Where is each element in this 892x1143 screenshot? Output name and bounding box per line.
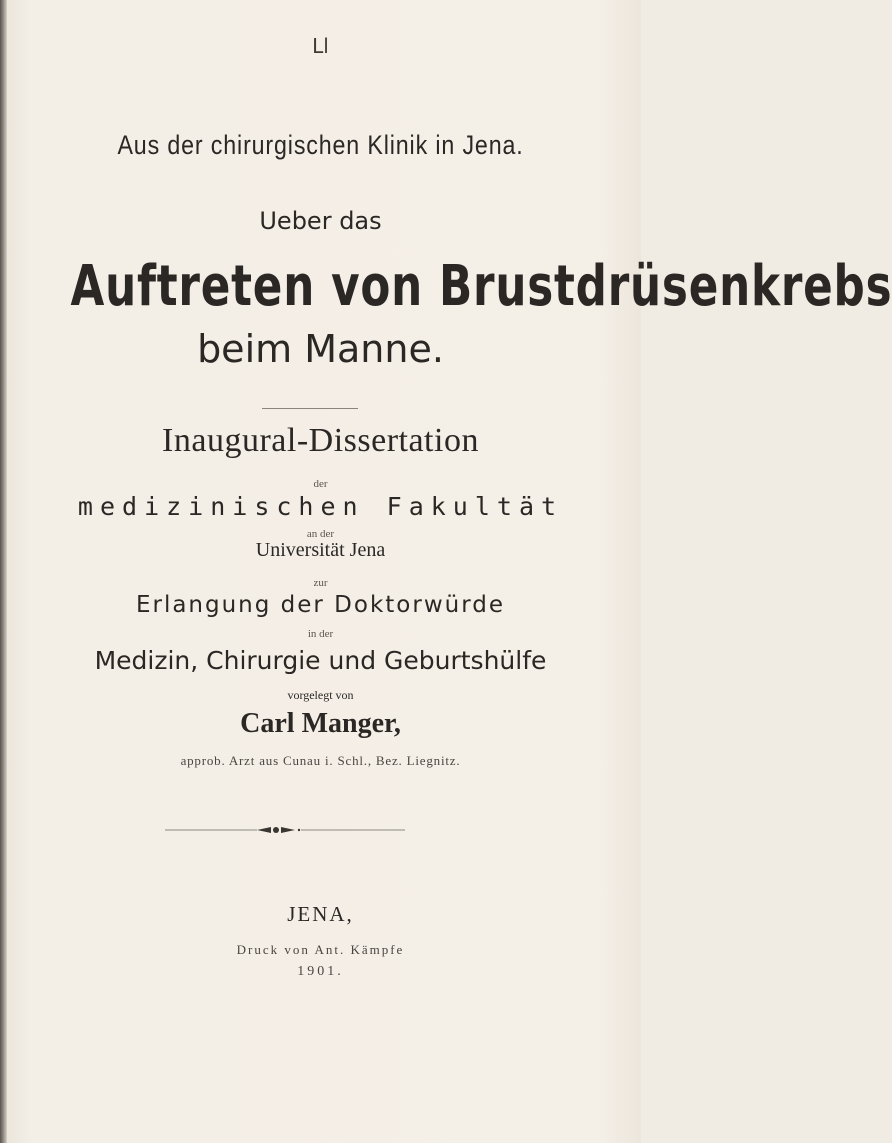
fields-of-study: Medizin, Chirurgie und Geburtshülfe xyxy=(94,646,547,675)
divider-rule xyxy=(262,408,358,409)
imprint-city: JENA, xyxy=(287,902,354,926)
faculty-name: medizinischen Fakultät xyxy=(77,492,564,521)
author-name: Carl Manger, xyxy=(240,708,401,739)
university-name: Universität Jena xyxy=(255,539,386,561)
title-line-3: beim Manne. xyxy=(197,327,444,371)
author-details: approb. Arzt aus Cunau i. Schl., Bez. Liegnitz. xyxy=(180,753,461,768)
imprint-printer: Druck von Ant. Kämpfe xyxy=(236,942,405,957)
der-text: der xyxy=(313,478,328,490)
title-line-2: Auftreten von Brustdrüsenkrebs xyxy=(70,254,892,319)
ornament-divider-icon xyxy=(165,824,405,836)
presented-by-text: vorgelegt von xyxy=(287,688,354,702)
zur-text: zur xyxy=(313,577,328,589)
imprint-year: 1901. xyxy=(297,964,344,979)
clinic-header: Aus der chirurgischen Klinik in Jena. xyxy=(117,130,524,160)
dissertation-heading: Inaugural-Dissertation xyxy=(162,422,479,459)
title-line-1: Ueber das xyxy=(259,207,382,235)
shelf-mark: Ll xyxy=(312,34,329,58)
degree-purpose: Erlangung der Doktorwürde xyxy=(135,592,506,618)
an-der-text: an der xyxy=(306,528,335,540)
in-der-text: in der xyxy=(307,628,334,640)
